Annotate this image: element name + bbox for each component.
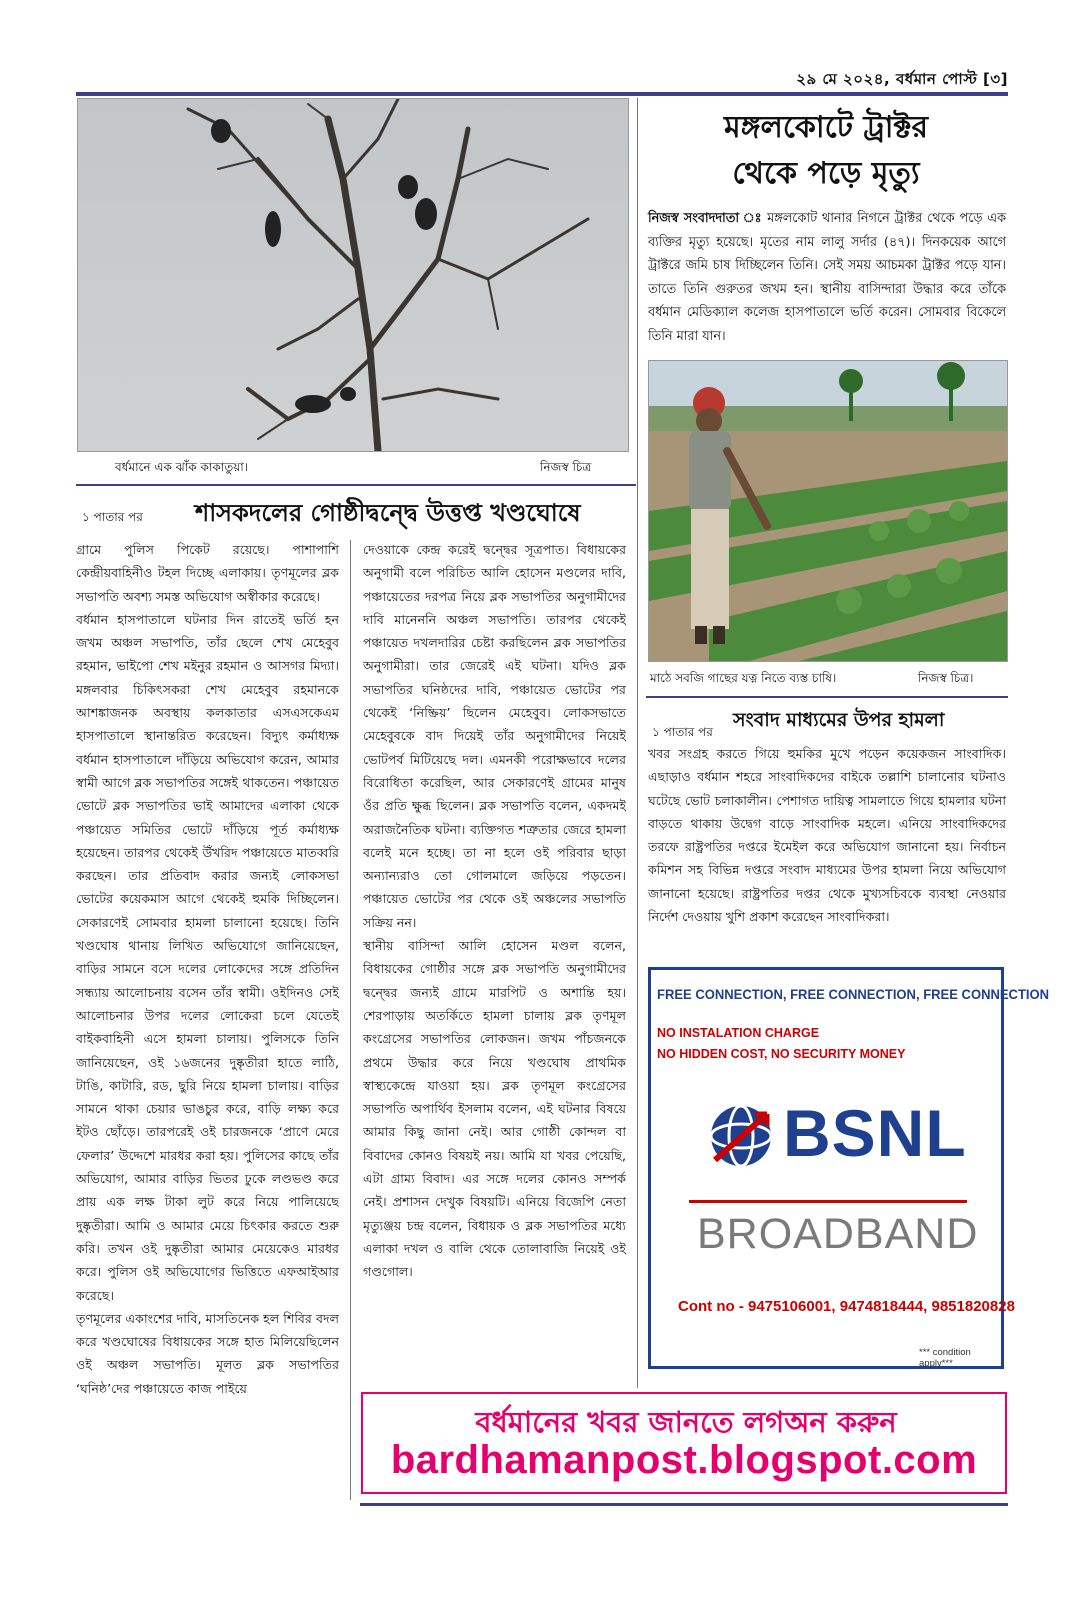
page-header-date: ২৯ মে ২০২৪, বর্ধমান পোস্ট [৩]	[796, 70, 1008, 88]
banner-bengali-text: বর্ধমানের খবর জানতে লগঅন করুন	[475, 1405, 897, 1439]
tractor-headline-line2: থেকে পড়ে মৃত্যু	[732, 156, 920, 191]
ad-free-connection: FREE CONNECTION, FREE CONNECTION, FREE CONNECTION	[657, 986, 1050, 1002]
media-continued-note: ১ পাতার পর	[652, 725, 713, 739]
main-col1-para: বর্ধমান হাসপাতালে ঘটনার দিন রাতেই ভর্তি হন জখম অঞ্চল সভাপতি, তাঁর ছেলে শেখ মেহেবুব রহমান, ভাইপো শেখ মইনুর রহমান ও আসগর মিদ্যা। মঙ্গলবার চিকিৎসকরা শেখ মেহেবুব রহমানকে আশঙ্কাজনক অবস্থায় কলকাতার এসএসকেএম হাসপাতালে স্থানান্তরিত করেছেন। বিদ্যুৎ কর্মাধ্যক্ষ বর্ধমান হাসপাতালে দাঁড়িয়ে অভিযোগ করেন, আমার স্বামী আগে ব্লক সভাপতির সঙ্গেই থাকতেন। পঞ্চায়েত ভোটে ব্লক সভাপতির ভাই আমাদের এলাকা থেকে পঞ্চায়েত সমিতির ভোটে দাঁড়িয়ে পূর্ত কর্মাধ্যক্ষ হয়েছেন। তারপর থেকেই উঁখরিদ পঞ্চায়েতে মাতব্বরি করছেন। তার প্রতিবাদ করার জন্যই লোকসভা ভোটের কয়েকমাস আগে থেকেই হুমকি দিচ্ছিলেন। সেকারণেই সোমবার হামলা চালানো হয়েছে। তিনি খণ্ডঘোষ থানায় লিখিত অভিযোগে জানিয়েছেন, বাড়ির সামনে বসে দলের লোকেদের সঙ্গে প্রতিদিন সন্ধ্যায় আলোচনায় বসেন তাঁর স্বামী। ওইদিনও সেই আলোচনার উপর দলের লোকেরা চলে যেতেই বাইকবাহিনী এসে হামলা চালায়। পুলিসকে তিনি জানিয়েছেন, ওই ১৬জনের দুষ্কৃতীরা হাতে লাঠি, টাঙি, কাটারি, রড, ছুরি নিয়ে হামলা চালায়। বাড়ির সামনে থাকা চেয়ার ভাঙচুর করে, বাড়ি লক্ষ্য করে ইটও ছোঁড়ে। তারপরেই ওই চারজনকে ‘প্রাণে মেরে ফেলার’ উদ্দেশে মারধর করা হয়। পুলিসের কাছে তাঁর অভিযোগ, আমার বাড়ির ভিতর ঢুকে লণ্ডভণ্ড করে প্রায় এক লক্ষ টাকা লুট করে নিয়ে পালিয়েছে দুষ্কৃতীরা। আমি ও আমার মেয়ে চিৎকার করতে শুরু করি। তখন ওই দুষ্কৃতীরা আমার মেয়েকেও মারধর করে। পুলিস ওই অভিযোগের ভিত্তিতে এফআইআর করেছে।	[76, 611, 339, 1303]
right-section-rule	[646, 696, 1008, 698]
top-rule	[76, 92, 1008, 96]
ad-brand: BSNL	[783, 1096, 967, 1170]
ad-line1: NO INSTALATION CHARGE	[657, 1026, 820, 1040]
main-col2-para: দেওয়াকে কেন্দ্র করেই দ্বন্দ্বের সূত্রপাত। বিধায়কের অনুগামী বলে পরিচিত আলি হোসেন মণ্ডলের দাবি, পঞ্চায়েতের দরপত্র নিয়ে ব্লক সভাপতির অনুগামীদের দাবি মানেননি অঞ্চল সভাপতি। তারপর থেকেই পঞ্চায়েত দখলদারির চেষ্টা করছিলেন ব্লক সভাপতির অনুগামীরা। তার জেরেই এই ঘটনা। যদিও ব্লক সভাপতির ঘনিষ্ঠদের দাবি, পঞ্চায়েত ভোটের পর থেকেই ‘নিষ্ক্রিয়’ ছিলেন মেহেবুব। লোকসভাতে মেহেবুবকে বাদ দিয়েই তাঁর অনুগামীদের নিয়েই ভোটপর্ব মিটিয়েছে দল। এমনকী পরোক্ষভাবে দলের বিরোধিতা করেছিল, আর সেকারণেই গ্রামের মানুষ ওঁর প্রতি ক্ষুব্ধ ছিলেন। ব্লক সভাপতি বলেন, একদমই অরাজনৈতিক ঘটনা। ব্যক্তিগত শত্রুতার জেরে হামলা বলেই মনে হচ্ছে। তা না হলে ওই পরিবার ছাড়া অন্যান্যরাও তো গোলমালে জড়িয়ে পড়তেন। পঞ্চায়েত ভোটের পর থেকে ওই অঞ্চলের সভাপতি সক্রিয় নন।	[363, 542, 626, 930]
continued-note: ১ পাতার পর	[82, 510, 143, 524]
media-story-body: খবর সংগ্রহ করতে গিয়ে হুমকির মুখে পড়েন কয়েকজন সাংবাদিক। এছাড়াও বর্ধমান শহরে সাংবাদিকদের বাইকে তল্লাশি চালানোর ঘটনাও ঘটেছে ভোট চলাকালীন। পেশাগত দায়িত্ব সামলাতে গিয়ে হামলার ঘটনা বাড়তে থাকায় উদ্বেগ বাড়ে সাংবাদিক মহলে। এনিয়ে সাংবাদিকদের তরফে রাষ্ট্রপতির দপ্তরে ইমেইল করে অভিযোগ জানানো হয়। নির্বাচন কমিশন সহ বিভিন্ন দপ্তরে সংবাদ মাধ্যমের উপর হামলা নিয়ে অভিযোগ জানানো হয়েছে। রাষ্ট্রপতির দপ্তর থেকে মুখ্যসচিবকে ব্যবস্থা নেওয়ার নির্দেশ দেওয়ায় খুশি প্রকাশ করেছেন সাংবাদিকরা।	[648, 746, 1006, 925]
bsnl-logo-icon	[705, 1100, 777, 1172]
ad-line2: NO HIDDEN COST, NO SECURITY MONEY	[657, 1047, 906, 1061]
section-rule	[76, 484, 636, 486]
tractor-story-body	[648, 207, 1006, 349]
tractor-headline	[645, 105, 1007, 197]
main-col1-para: গ্রামে পুলিস পিকেট রয়েছে। পাশাপাশি কেন্দ্রীয়বাহিনীও টহল দিচ্ছে এলাকায়। তৃণমূলের ব্লক সভাপতি অবশ্য সমস্ত অভিযোগ অস্বীকার করেছে।	[76, 542, 339, 604]
bsnl-ad	[648, 967, 1050, 1369]
media-headline: সংবাদ মাধ্যমের উপর হামলা	[733, 709, 945, 731]
farm-photo-credit: নিজস্ব চিত্র।	[918, 671, 974, 685]
blog-banner[interactable]	[361, 1392, 1007, 1494]
ad-condition: *** condition apply***	[919, 1347, 971, 1369]
main-col1-para: তৃণমূলের একাংশের দাবি, মাসতিনেক হল শিবির বদল করে খণ্ডঘোষের বিধায়কের সঙ্গে হাত মিলিয়েছিলেন ওই অঞ্চল সভাপতি। মূলত ব্লক সভাপতির ‘ঘনিষ্ঠ’দের পঞ্চায়েতে কাজ পাইয়ে	[76, 1310, 339, 1396]
tractor-headline-line1: মঙ্গলকোটে ট্রাক্টর	[723, 110, 929, 145]
main-col2-para: স্থানীয় বাসিন্দা আলি হোসেন মণ্ডল বলেন, বিধায়কের গোষ্ঠীর সঙ্গে ব্লক সভাপতি অনুগামীদের দ্বন্দ্বের জন্যই গ্রামে মারপিট ও অশান্তি হয়। শেরপাড়ায় অতর্কিতে হামলা চালায় ব্লক তৃণমূল কংগ্রেসের সভাপতির লোকজন। জখম পাঁচজনকে প্রথমে উদ্ধার করে নিয়ে খণ্ডঘোষ প্রাথমিক স্বাস্থ্যকেন্দ্রে যাওয়া হয়। ব্লক তৃণমূল কংগ্রেসের সভাপতি অপার্থিব ইসলাম বলেন, এই ঘটনার বিষয়ে আমার কিছু জানা নেই। আর গোষ্ঠী কোন্দল বা বিবাদের কোনও বিষয়ই নয়। আমি যা খবর পেয়েছি, এটা গ্রাম্য বিবাদ। এর সঙ্গে দলের কোনও সম্পর্ক নেই। প্রশাসন দেখুক বিষয়টি। এনিয়ে বিজেপি নেতা মৃত্যুঞ্জয় চন্দ্র বলেন, বিধায়ক ও ব্লক সভাপতির মধ্যে এলাকা দখল ও বালি থেকে তোলাবাজি নিয়েই ওই গণ্ডগোল।	[363, 938, 626, 1280]
ad-contact: Cont no - 9475106001, 9474818444, 9851820828	[678, 1298, 1015, 1315]
main-headline: শাসকদলের গোষ্ঠীদ্বন্দ্বে উত্তপ্ত খণ্ডঘোষে	[195, 499, 581, 527]
column-divider	[350, 540, 351, 1500]
ad-product: BROADBAND	[697, 1210, 979, 1258]
farm-photo	[648, 360, 1008, 662]
birds-photo-credit: নিজস্ব চিত্র	[540, 460, 592, 474]
main-story-col2	[363, 538, 626, 1383]
banner-url[interactable]: bardhamanpost.blogspot.com	[390, 1438, 978, 1482]
tractor-body-text: মঙ্গলকোট থানার নিগনে ট্রাক্টর থেকে পড়ে এক ব্যক্তির মৃত্যু হয়েছে। মৃতের নাম লালু সর্দার (৪৭)। দিনকয়েক আগে ট্রাক্টরে জমি চাষ দিচ্ছিলেন তিনি। সেই সময় আচমকা ট্রাক্টর পড়ে যান। তাতে তিনি গুরুতর জখম হন। স্থানীয় বাসিন্দারা উদ্ধার করে তাঁকে বর্ধমান মেডিক্যাল কলেজ হাসপাতালে ভর্তি করেন। সোমবার বিকেলে তিনি মারা যান।	[648, 211, 1006, 344]
right-column-divider	[637, 98, 638, 1388]
ad-red-rule	[689, 1200, 967, 1203]
birds-photo-caption: বর্ধমানে এক ঝাঁক কাকাতুয়া।	[115, 460, 249, 474]
farm-photo-caption: মাঠে সবজি গাছের যত্ন নিতে ব্যস্ত চাষি।	[650, 671, 837, 685]
bottom-rule	[360, 1503, 1008, 1506]
birds-photo	[77, 98, 629, 452]
main-story-col1	[76, 538, 339, 1498]
tractor-byline: নিজস্ব সংবাদদাতা ঃ	[648, 211, 763, 226]
